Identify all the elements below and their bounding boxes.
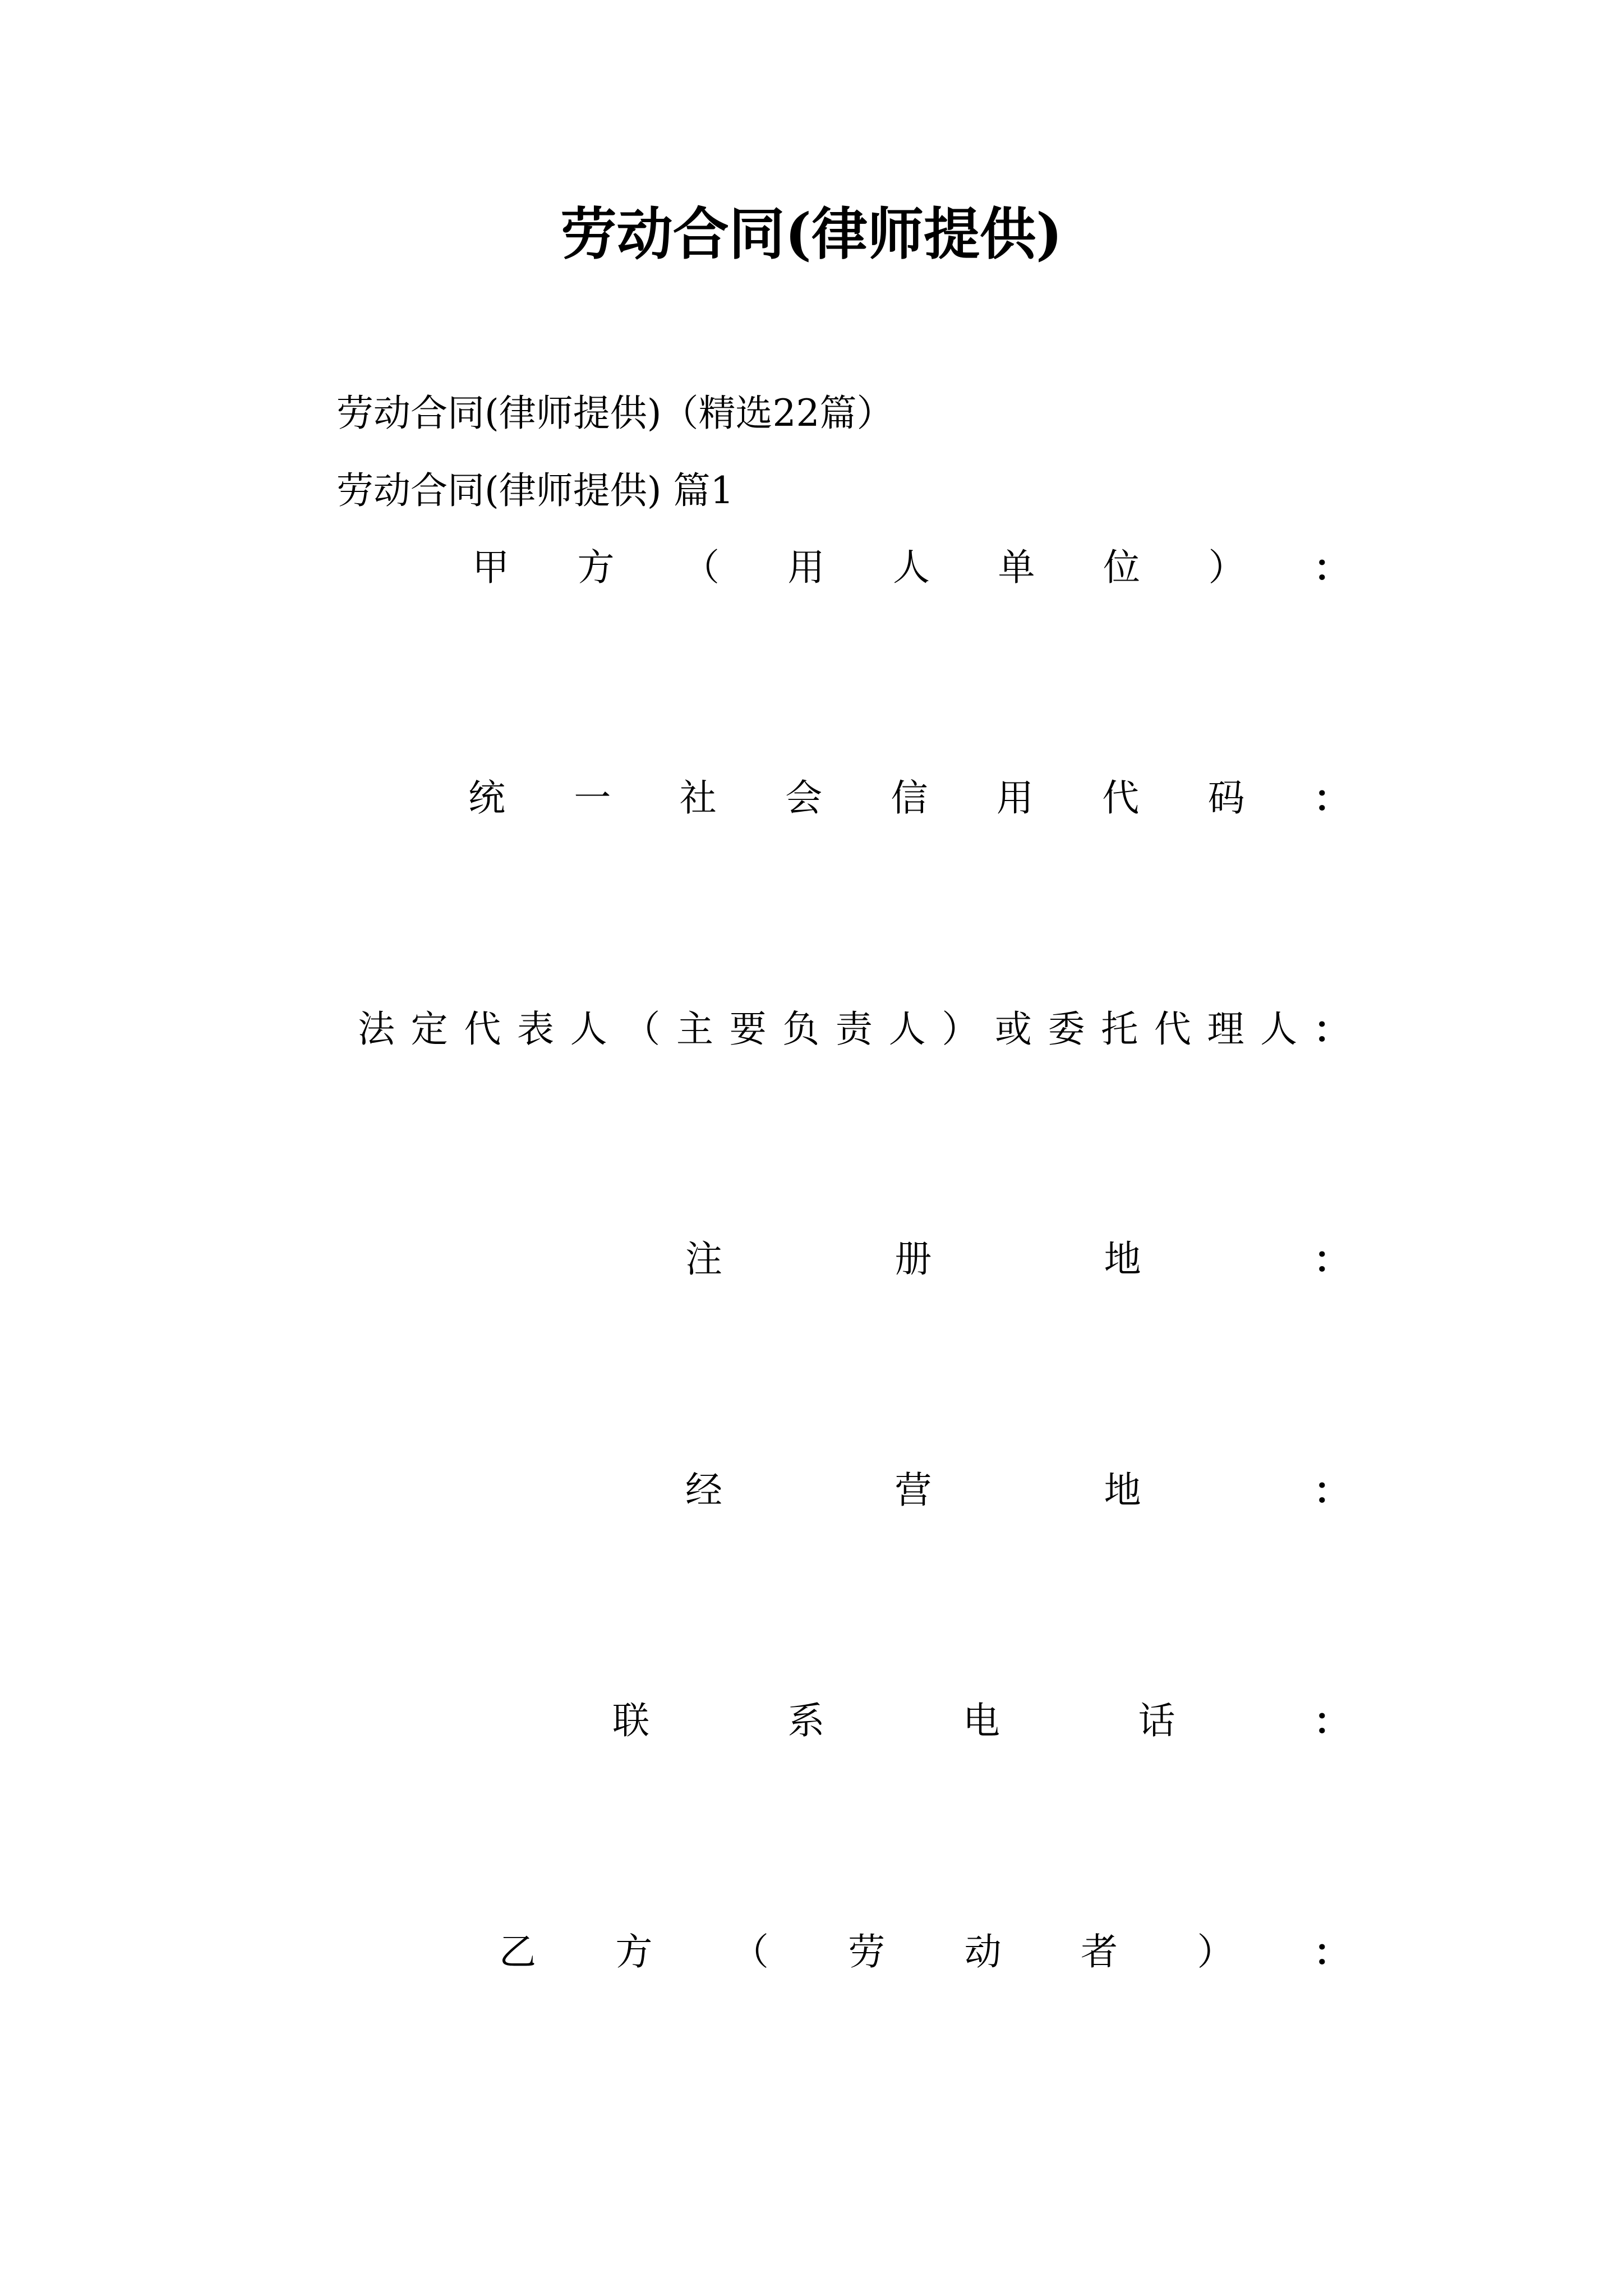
field-label-char: 要 (729, 1007, 767, 1051)
field-party-b (499, 1927, 1350, 1977)
field-label-char: 代 (1154, 1007, 1191, 1051)
field-label-char: 定 (411, 1007, 448, 1051)
field-label-char: 一 (574, 776, 611, 820)
field-label-char: 单 (998, 546, 1035, 589)
field-colon: ： (1313, 546, 1350, 590)
field-label-char: 地 (1104, 1469, 1141, 1512)
field-label-char: 代 (464, 1007, 501, 1051)
field-label-char: 乙 (499, 1930, 536, 1973)
field-label-char: 责 (835, 1007, 873, 1051)
field-label-char: ） (942, 1007, 979, 1051)
field-label-char: 方 (577, 546, 615, 589)
field-label-char: 经 (685, 1469, 722, 1512)
field-label-char: 系 (787, 1699, 825, 1742)
field-label-char: 甲 (472, 546, 509, 589)
document-subtitle: 劳动合同(律师提供)（精选22篇） (336, 392, 894, 435)
field-label-char: 统 (468, 776, 505, 820)
field-label-char: 表 (517, 1007, 554, 1051)
field-label-char: 社 (679, 776, 717, 820)
field-label-char: 用 (996, 776, 1034, 820)
field-legal-representative (358, 1004, 1350, 1055)
field-colon: ： (1313, 1007, 1350, 1051)
field-label-char: 码 (1207, 776, 1245, 820)
field-label-char: 方 (615, 1930, 653, 1973)
field-label-char: 者 (1081, 1930, 1118, 1973)
field-label-char: （ (683, 546, 720, 589)
field-label-char: 位 (1103, 546, 1140, 589)
field-label-char: 营 (895, 1469, 932, 1512)
field-colon: ： (1313, 1237, 1350, 1281)
field-label-char: 册 (895, 1237, 932, 1281)
field-party-a (472, 542, 1350, 593)
field-colon: ： (1313, 1469, 1350, 1512)
field-contact-phone (612, 1696, 1350, 1746)
field-registered-address (685, 1234, 1350, 1285)
field-label-char: 托 (1101, 1007, 1138, 1051)
field-label-char: （ (731, 1930, 769, 1973)
field-label-char: 负 (782, 1007, 820, 1051)
field-label-char: 人 (893, 546, 930, 589)
field-label-char: （ (623, 1007, 661, 1051)
field-label-char: ） (1208, 546, 1246, 589)
field-label-char: 劳 (848, 1930, 886, 1973)
field-business-address (685, 1465, 1350, 1516)
field-label-char: 人 (1260, 1007, 1298, 1051)
field-label-char: 委 (1048, 1007, 1085, 1051)
field-label-char: 动 (964, 1930, 1002, 1973)
field-label-char: 主 (676, 1007, 713, 1051)
field-label-char: 代 (1102, 776, 1140, 820)
field-label-char: 注 (685, 1237, 722, 1281)
field-colon: ： (1313, 776, 1350, 820)
field-label-char: 人 (570, 1007, 607, 1051)
field-label-char: 法 (358, 1007, 395, 1051)
field-label-char: 人 (888, 1007, 926, 1051)
field-label-char: ） (1197, 1930, 1234, 1973)
field-colon: ： (1313, 1930, 1350, 1974)
section-heading: 劳动合同(律师提供) 篇1 (336, 469, 734, 512)
field-label-char: 用 (787, 546, 825, 589)
field-colon: ： (1313, 1699, 1350, 1743)
field-label-char: 联 (612, 1699, 649, 1742)
document-title: 劳动合同(律师提供) (560, 201, 1063, 267)
field-label-char: 地 (1104, 1237, 1141, 1281)
field-label-char: 或 (994, 1007, 1032, 1051)
field-label-char: 信 (891, 776, 928, 820)
field-label-char: 话 (1138, 1699, 1175, 1742)
field-label-char: 理 (1207, 1007, 1244, 1051)
field-label-char: 会 (785, 776, 823, 820)
field-credit-code (468, 773, 1350, 823)
field-label-char: 电 (963, 1699, 1000, 1742)
